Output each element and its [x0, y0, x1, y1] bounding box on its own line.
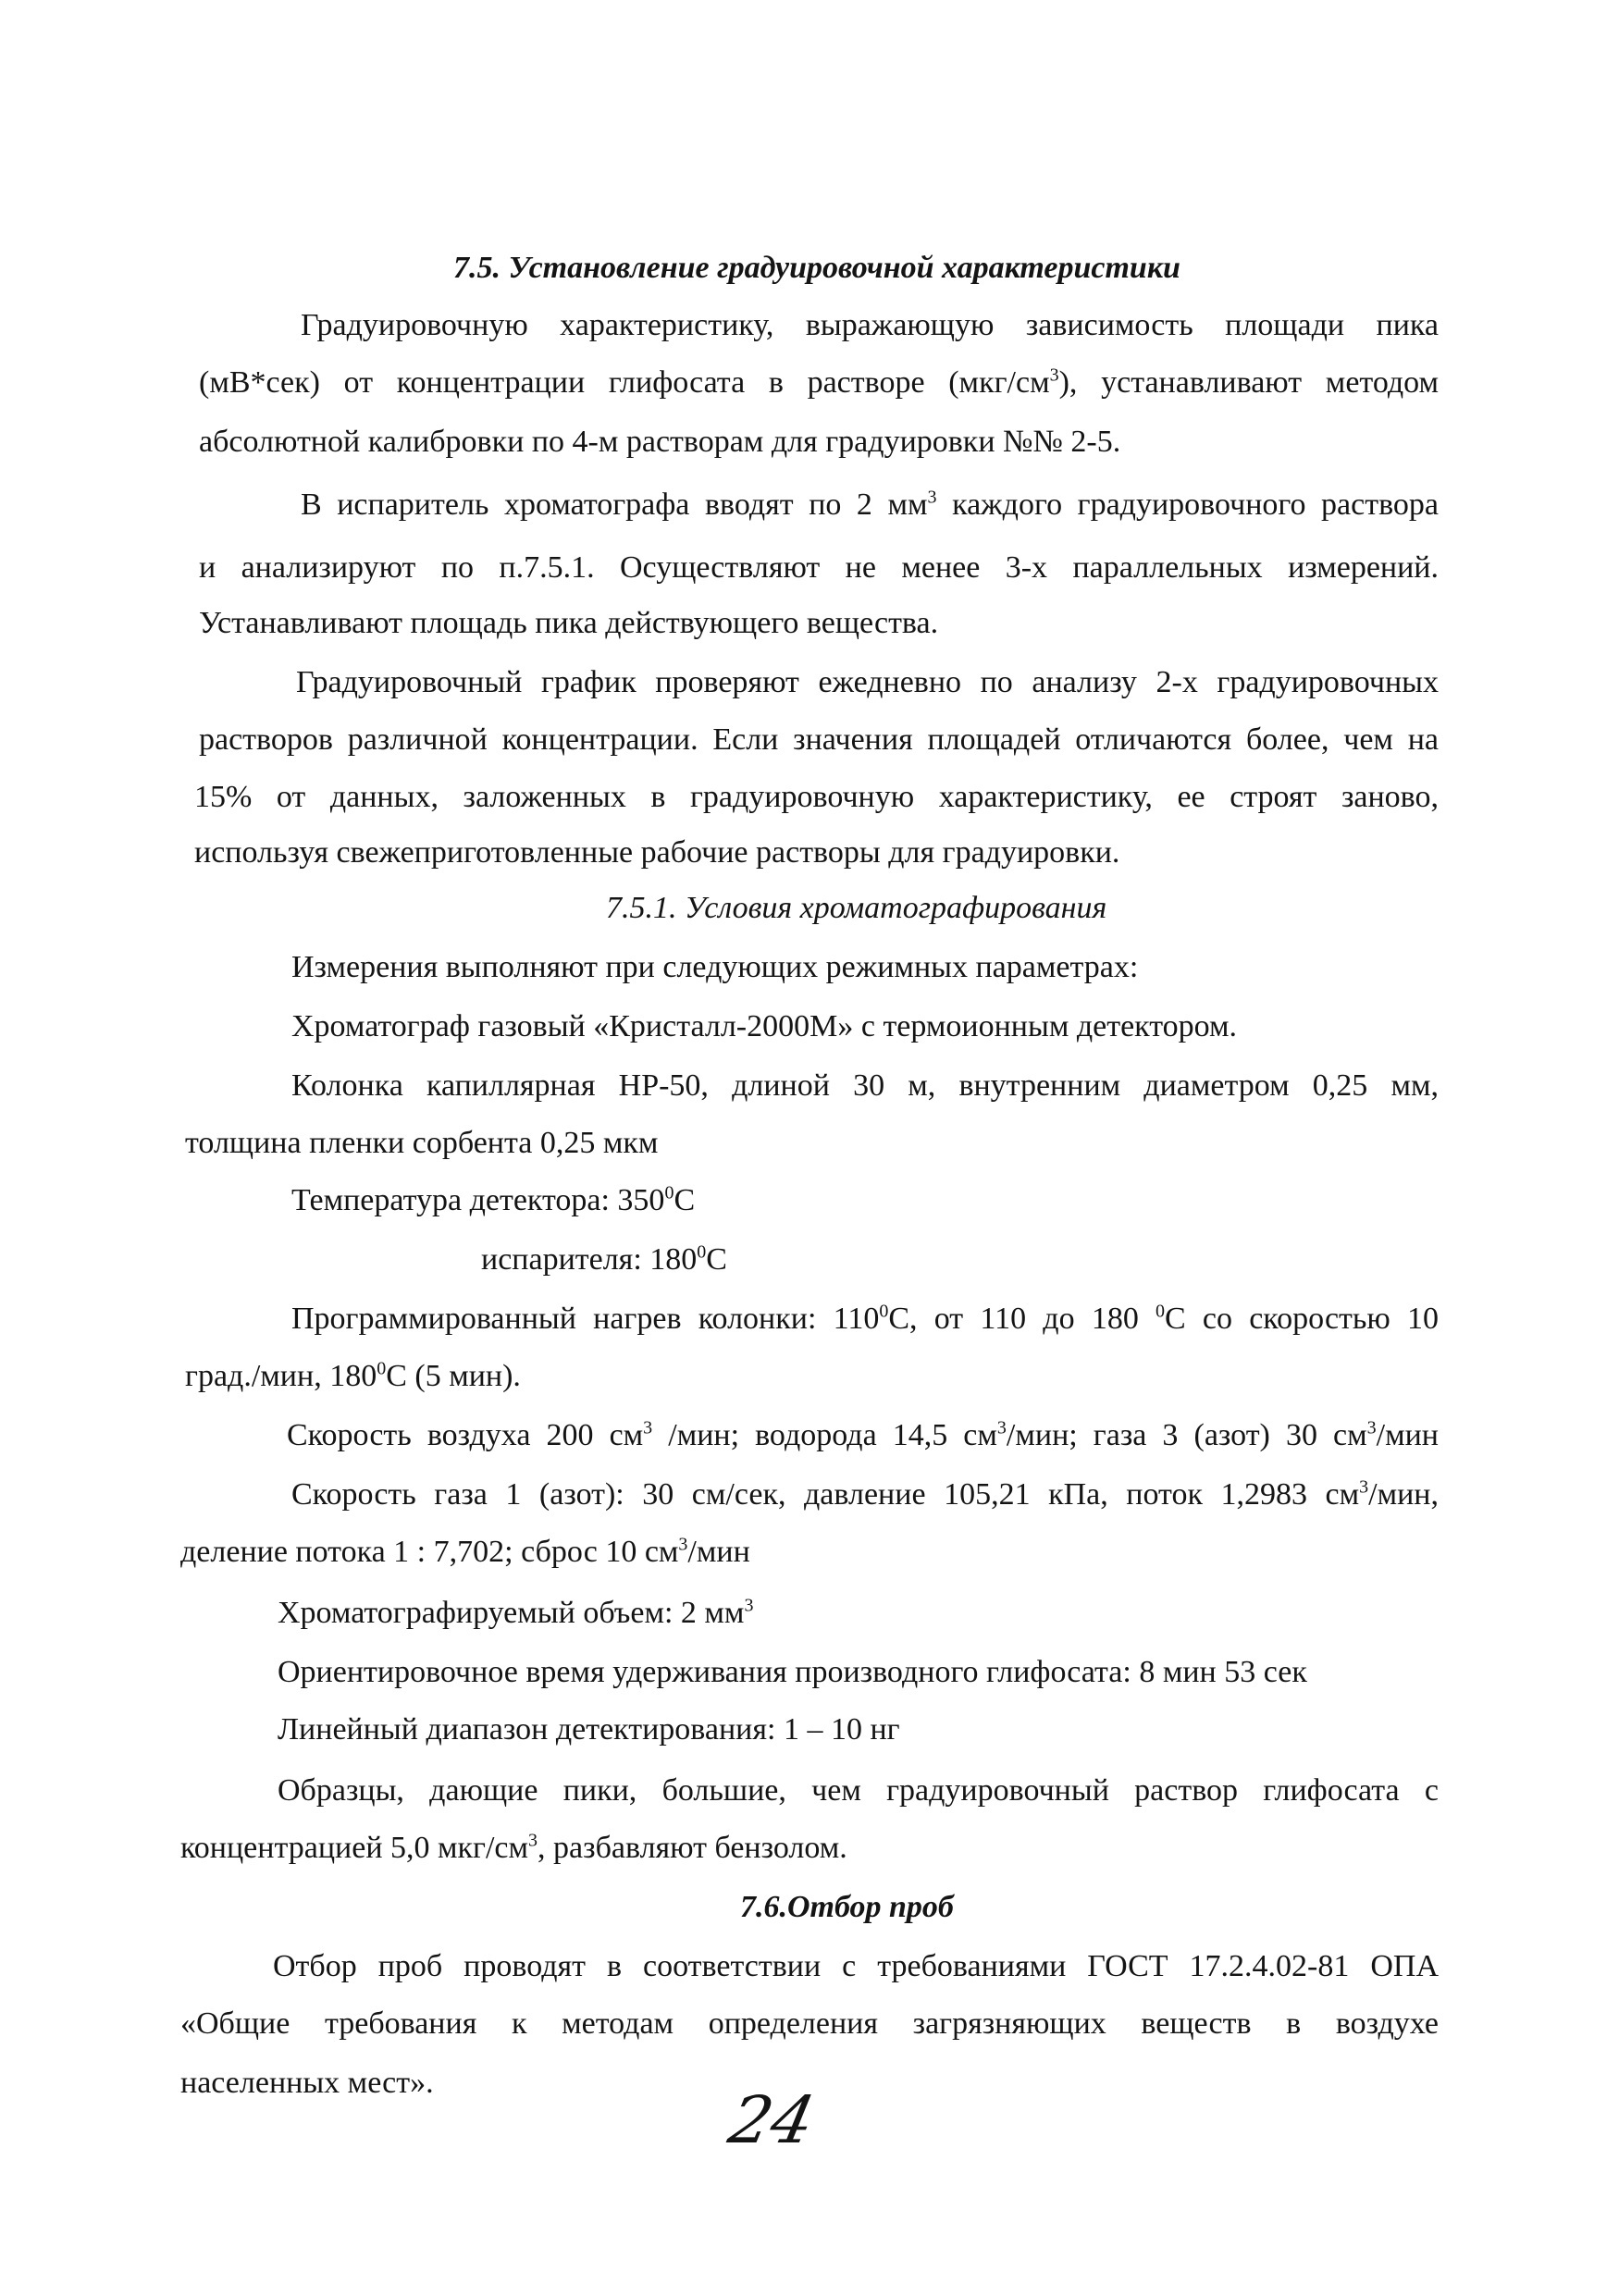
paragraph-line: «Общие требования к методам определения загрязняющих веществ в воздухе [180, 2006, 1439, 2041]
page-number: 24 [723, 2082, 822, 2158]
paragraph-line: Хроматограф газовый «Кристалл-2000М» с термоионным детектором. [291, 1009, 1238, 1043]
paragraph-line: град./мин, $180^0С$ (5 мин). [185, 1358, 521, 1393]
paragraph-line: Градуировочный график проверяют ежедневно по анализу 2-х градуировочных [296, 665, 1439, 699]
paragraph-line: Ориентировочное время удерживания производного глифосата: 8 мин 53 сек [278, 1655, 1307, 1689]
paragraph-line: Скорость воздуха 200 $см^3$ /мин; водорода 14,5 $см^3$/мин; газа 3 (азот) 30 $см^3$/мин [287, 1417, 1439, 1452]
section-heading-7-6: 7.6.Отбор проб [740, 1890, 954, 1924]
paragraph-line: населенных мест». [180, 2066, 434, 2100]
paragraph-line: толщина пленки сорбента 0,25 мкм [185, 1126, 659, 1160]
paragraph-line: абсолютной калибровки по 4-м растворам для градуировки №№ 2-5. [199, 425, 1121, 459]
paragraph-line: Температура детектора: $350^0С$ [291, 1182, 696, 1217]
paragraph-line: Линейный диапазон детектирования: 1 – 10 нг [278, 1712, 900, 1747]
paragraph-line: 15% от данных, заложенных в градуировочную характеристику, ее строят заново, [194, 780, 1439, 814]
section-heading-7-5: 7.5. Установление градуировочной характеристики [453, 251, 1180, 285]
paragraph-line: растворов различной концентрации. Если значения площадей отличаются более, чем на [199, 722, 1439, 757]
paragraph-line: Градуировочную характеристику, выражающую зависимость площади пика [301, 308, 1439, 342]
paragraph-line: Образцы, дающие пики, большие, чем градуировочный раствор глифосата с [278, 1773, 1439, 1808]
paragraph-line: Устанавливают площадь пика действующего вещества. [199, 606, 939, 640]
paragraph-line: Колонка капиллярная HP-50, длиной 30 м, внутренним диаметром 0,25 мм, [291, 1068, 1439, 1103]
paragraph-line: испарителя: $180^0С$ [481, 1241, 727, 1277]
paragraph-line: Программированный нагрев колонки: $110^0С$, от 110 до 180 $^0$С со скоростью 10 [291, 1301, 1440, 1336]
paragraph-line: (мВ*сек) от концентрации глифосата в растворе $(мкг/см^3)$, устанавливают методом [199, 364, 1440, 400]
paragraph-line: концентрацией 5,0 мкг/$см^3$, разбавляют бензолом. [180, 1830, 847, 1865]
paragraph-line: Хроматографируемый объем: 2 $мм^3$ [278, 1595, 754, 1630]
paragraph-line: используя свежеприготовленные рабочие растворы для градуировки. [194, 835, 1120, 870]
paragraph-line: и анализируют по п.7.5.1. Осуществляют не менее 3-х параллельных измерений. [199, 550, 1439, 585]
paragraph-line: В испаритель хроматографа вводят по 2 $мм^3$ каждого градуировочного раствора [301, 487, 1439, 522]
paragraph-line: деление потока 1 : 7,702; сброс 10 $см^3$/мин [180, 1534, 750, 1569]
section-heading-7-5-1: 7.5.1. Условия хроматографирования [606, 891, 1107, 925]
paragraph-line: Скорость газа 1 (азот): 30 см/сек, давление 105,21 кПа, поток 1,2983 $см^3$/мин, [291, 1476, 1439, 1512]
paragraph-line: Отбор проб проводят в соответствии с требованиями ГОСТ 17.2.4.02-81 ОПА [273, 1949, 1439, 1983]
paragraph-line: Измерения выполняют при следующих режимных параметрах: [291, 950, 1139, 984]
